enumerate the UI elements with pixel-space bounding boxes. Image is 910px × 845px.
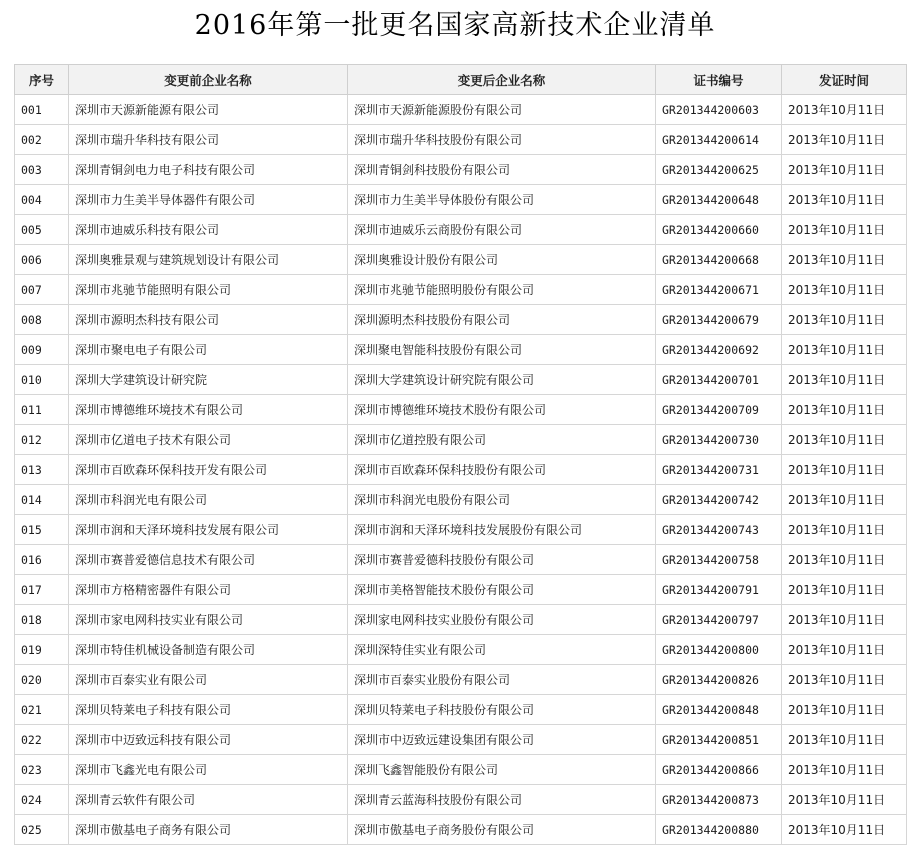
old-company-name-cell: 深圳市迪威乐科技有限公司: [69, 215, 348, 245]
new-company-name-cell: 深圳市傲基电子商务股份有限公司: [348, 815, 656, 845]
new-company-name-cell: 深圳市迪威乐云商股份有限公司: [348, 215, 656, 245]
company-rename-table: [14, 64, 907, 845]
table-row: [15, 125, 907, 155]
table-row: [15, 305, 907, 335]
issue-date-cell: 2013年10月11日: [782, 305, 907, 335]
old-company-name-cell: 深圳市飞鑫光电有限公司: [69, 755, 348, 785]
certificate-number-cell: GR201344200742: [656, 485, 782, 515]
column-header-new-name: 变更后企业名称: [348, 65, 656, 95]
row-index-cell: 019: [15, 635, 69, 665]
new-company-name-cell: 深圳市百欧森环保科技股份有限公司: [348, 455, 656, 485]
column-header-issue-date: 发证时间: [782, 65, 907, 95]
certificate-number-cell: GR201344200851: [656, 725, 782, 755]
row-index-cell: 012: [15, 425, 69, 455]
issue-date-cell: 2013年10月11日: [782, 215, 907, 245]
old-company-name-cell: 深圳市兆驰节能照明有限公司: [69, 275, 348, 305]
new-company-name-cell: 深圳市兆驰节能照明股份有限公司: [348, 275, 656, 305]
table-row: [15, 755, 907, 785]
new-company-name-cell: 深圳市美格智能技术股份有限公司: [348, 575, 656, 605]
row-index-cell: 020: [15, 665, 69, 695]
certificate-number-cell: GR201344200648: [656, 185, 782, 215]
old-company-name-cell: 深圳市百泰实业有限公司: [69, 665, 348, 695]
table-row: [15, 515, 907, 545]
column-header-index: 序号: [15, 65, 69, 95]
issue-date-cell: 2013年10月11日: [782, 635, 907, 665]
issue-date-cell: 2013年10月11日: [782, 185, 907, 215]
table-row: [15, 275, 907, 305]
certificate-number-cell: GR201344200692: [656, 335, 782, 365]
row-index-cell: 022: [15, 725, 69, 755]
new-company-name-cell: 深圳市中迈致远建设集团有限公司: [348, 725, 656, 755]
new-company-name-cell: 深圳市科润光电股份有限公司: [348, 485, 656, 515]
issue-date-cell: 2013年10月11日: [782, 755, 907, 785]
certificate-number-cell: GR201344200614: [656, 125, 782, 155]
row-index-cell: 010: [15, 365, 69, 395]
table-header-row: [15, 65, 907, 95]
table-row: [15, 635, 907, 665]
row-index-cell: 011: [15, 395, 69, 425]
certificate-number-cell: GR201344200709: [656, 395, 782, 425]
certificate-number-cell: GR201344200625: [656, 155, 782, 185]
row-index-cell: 004: [15, 185, 69, 215]
issue-date-cell: 2013年10月11日: [782, 245, 907, 275]
row-index-cell: 008: [15, 305, 69, 335]
row-index-cell: 005: [15, 215, 69, 245]
table-row: [15, 695, 907, 725]
certificate-number-cell: GR201344200668: [656, 245, 782, 275]
new-company-name-cell: 深圳奥雅设计股份有限公司: [348, 245, 656, 275]
table-row: [15, 395, 907, 425]
new-company-name-cell: 深圳聚电智能科技股份有限公司: [348, 335, 656, 365]
table-row: [15, 485, 907, 515]
issue-date-cell: 2013年10月11日: [782, 335, 907, 365]
row-index-cell: 015: [15, 515, 69, 545]
old-company-name-cell: 深圳市聚电电子有限公司: [69, 335, 348, 365]
new-company-name-cell: 深圳飞鑫智能股份有限公司: [348, 755, 656, 785]
table-row: [15, 245, 907, 275]
column-header-certificate: 证书编号: [656, 65, 782, 95]
table-row: [15, 335, 907, 365]
old-company-name-cell: 深圳奥雅景观与建筑规划设计有限公司: [69, 245, 348, 275]
certificate-number-cell: GR201344200660: [656, 215, 782, 245]
certificate-number-cell: GR201344200730: [656, 425, 782, 455]
new-company-name-cell: 深圳市天源新能源股份有限公司: [348, 95, 656, 125]
row-index-cell: 009: [15, 335, 69, 365]
row-index-cell: 021: [15, 695, 69, 725]
row-index-cell: 002: [15, 125, 69, 155]
new-company-name-cell: 深圳大学建筑设计研究院有限公司: [348, 365, 656, 395]
issue-date-cell: 2013年10月11日: [782, 455, 907, 485]
certificate-number-cell: GR201344200791: [656, 575, 782, 605]
issue-date-cell: 2013年10月11日: [782, 425, 907, 455]
old-company-name-cell: 深圳市力生美半导体器件有限公司: [69, 185, 348, 215]
new-company-name-cell: 深圳市百泰实业股份有限公司: [348, 665, 656, 695]
table-row: [15, 185, 907, 215]
old-company-name-cell: 深圳市百欧森环保科技开发有限公司: [69, 455, 348, 485]
issue-date-cell: 2013年10月11日: [782, 575, 907, 605]
certificate-number-cell: GR201344200679: [656, 305, 782, 335]
new-company-name-cell: 深圳市亿道控股有限公司: [348, 425, 656, 455]
table-row: [15, 95, 907, 125]
issue-date-cell: 2013年10月11日: [782, 545, 907, 575]
new-company-name-cell: 深圳源明杰科技股份有限公司: [348, 305, 656, 335]
table-row: [15, 425, 907, 455]
table-row: [15, 725, 907, 755]
row-index-cell: 023: [15, 755, 69, 785]
issue-date-cell: 2013年10月11日: [782, 155, 907, 185]
new-company-name-cell: 深圳贝特莱电子科技股份有限公司: [348, 695, 656, 725]
row-index-cell: 006: [15, 245, 69, 275]
table-row: [15, 365, 907, 395]
row-index-cell: 017: [15, 575, 69, 605]
old-company-name-cell: 深圳市赛普爱德信息技术有限公司: [69, 545, 348, 575]
issue-date-cell: 2013年10月11日: [782, 605, 907, 635]
old-company-name-cell: 深圳青铜剑电力电子科技有限公司: [69, 155, 348, 185]
certificate-number-cell: GR201344200671: [656, 275, 782, 305]
certificate-number-cell: GR201344200873: [656, 785, 782, 815]
table-body: [15, 95, 907, 845]
old-company-name-cell: 深圳青云软件有限公司: [69, 785, 348, 815]
table-row: [15, 785, 907, 815]
certificate-number-cell: GR201344200758: [656, 545, 782, 575]
issue-date-cell: 2013年10月11日: [782, 665, 907, 695]
old-company-name-cell: 深圳市家电网科技实业有限公司: [69, 605, 348, 635]
new-company-name-cell: 深圳市润和天泽环境科技发展股份有限公司: [348, 515, 656, 545]
new-company-name-cell: 深圳市力生美半导体股份有限公司: [348, 185, 656, 215]
certificate-number-cell: GR201344200731: [656, 455, 782, 485]
row-index-cell: 018: [15, 605, 69, 635]
old-company-name-cell: 深圳市方格精密器件有限公司: [69, 575, 348, 605]
issue-date-cell: 2013年10月11日: [782, 815, 907, 845]
row-index-cell: 003: [15, 155, 69, 185]
new-company-name-cell: 深圳家电网科技实业股份有限公司: [348, 605, 656, 635]
new-company-name-cell: 深圳市赛普爱德科技股份有限公司: [348, 545, 656, 575]
issue-date-cell: 2013年10月11日: [782, 485, 907, 515]
new-company-name-cell: 深圳深特佳实业有限公司: [348, 635, 656, 665]
certificate-number-cell: GR201344200743: [656, 515, 782, 545]
certificate-number-cell: GR201344200797: [656, 605, 782, 635]
old-company-name-cell: 深圳大学建筑设计研究院: [69, 365, 348, 395]
old-company-name-cell: 深圳市亿道电子技术有限公司: [69, 425, 348, 455]
issue-date-cell: 2013年10月11日: [782, 395, 907, 425]
table-row: [15, 545, 907, 575]
old-company-name-cell: 深圳市源明杰科技有限公司: [69, 305, 348, 335]
certificate-number-cell: GR201344200701: [656, 365, 782, 395]
certificate-number-cell: GR201344200800: [656, 635, 782, 665]
table-row: [15, 155, 907, 185]
row-index-cell: 016: [15, 545, 69, 575]
issue-date-cell: 2013年10月11日: [782, 785, 907, 815]
certificate-number-cell: GR201344200603: [656, 95, 782, 125]
new-company-name-cell: 深圳青铜剑科技股份有限公司: [348, 155, 656, 185]
issue-date-cell: 2013年10月11日: [782, 125, 907, 155]
row-index-cell: 025: [15, 815, 69, 845]
certificate-number-cell: GR201344200866: [656, 755, 782, 785]
row-index-cell: 001: [15, 95, 69, 125]
old-company-name-cell: 深圳市傲基电子商务有限公司: [69, 815, 348, 845]
issue-date-cell: 2013年10月11日: [782, 275, 907, 305]
new-company-name-cell: 深圳市瑞升华科技股份有限公司: [348, 125, 656, 155]
certificate-number-cell: GR201344200880: [656, 815, 782, 845]
old-company-name-cell: 深圳市特佳机械设备制造有限公司: [69, 635, 348, 665]
issue-date-cell: 2013年10月11日: [782, 95, 907, 125]
certificate-number-cell: GR201344200826: [656, 665, 782, 695]
table-row: [15, 575, 907, 605]
row-index-cell: 013: [15, 455, 69, 485]
row-index-cell: 014: [15, 485, 69, 515]
table-row: [15, 215, 907, 245]
row-index-cell: 024: [15, 785, 69, 815]
table-row: [15, 815, 907, 845]
column-header-old-name: 变更前企业名称: [69, 65, 348, 95]
row-index-cell: 007: [15, 275, 69, 305]
old-company-name-cell: 深圳市博德维环境技术有限公司: [69, 395, 348, 425]
table-row: [15, 455, 907, 485]
issue-date-cell: 2013年10月11日: [782, 725, 907, 755]
old-company-name-cell: 深圳市天源新能源有限公司: [69, 95, 348, 125]
old-company-name-cell: 深圳市瑞升华科技有限公司: [69, 125, 348, 155]
page-title: 2016年第一批更名国家高新技术企业清单: [194, 10, 716, 41]
old-company-name-cell: 深圳市中迈致远科技有限公司: [69, 725, 348, 755]
issue-date-cell: 2013年10月11日: [782, 515, 907, 545]
certificate-number-cell: GR201344200848: [656, 695, 782, 725]
issue-date-cell: 2013年10月11日: [782, 365, 907, 395]
old-company-name-cell: 深圳市科润光电有限公司: [69, 485, 348, 515]
issue-date-cell: 2013年10月11日: [782, 695, 907, 725]
new-company-name-cell: 深圳市博德维环境技术股份有限公司: [348, 395, 656, 425]
new-company-name-cell: 深圳青云蓝海科技股份有限公司: [348, 785, 656, 815]
old-company-name-cell: 深圳贝特莱电子科技有限公司: [69, 695, 348, 725]
old-company-name-cell: 深圳市润和天泽环境科技发展有限公司: [69, 515, 348, 545]
table-row: [15, 665, 907, 695]
table-row: [15, 605, 907, 635]
